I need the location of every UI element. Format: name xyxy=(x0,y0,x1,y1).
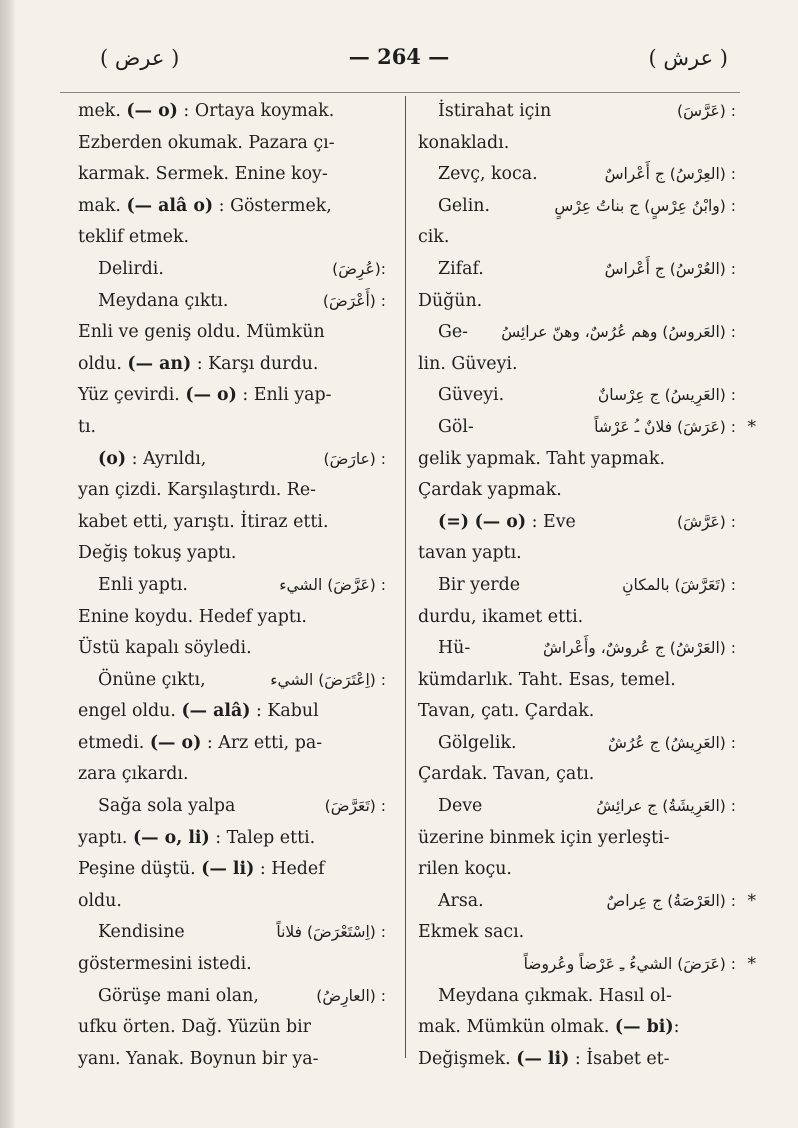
left-column-line xyxy=(78,570,390,602)
entry-text: Enine koydu. Hedef yaptı. xyxy=(78,606,307,627)
running-header xyxy=(0,46,798,86)
entry-text: karmak. Sermek. Enine koy- xyxy=(78,164,328,185)
right-column-line xyxy=(418,981,740,1013)
entry-text: zara çıkardı. xyxy=(78,764,189,785)
header-rule xyxy=(60,92,740,93)
left-column-line xyxy=(78,823,390,855)
header-right-keyword: ( عرش ) xyxy=(648,46,728,70)
entry-text: tavan yaptı. xyxy=(418,543,522,564)
right-column-line xyxy=(418,191,740,223)
right-column-line xyxy=(418,665,740,697)
left-column-line xyxy=(78,96,390,128)
left-column-line xyxy=(78,507,390,539)
arabic-headword: : (العَرِيسُ) ج عِرْسانٌ xyxy=(597,386,736,405)
arabic-headword: : (عارَضَ) xyxy=(323,449,386,468)
right-column-line xyxy=(418,759,740,791)
header-left-keyword: ( عرض ) xyxy=(100,46,180,70)
entry-text: Tavan, çatı. Çardak. xyxy=(418,701,595,722)
entry-text: Kendisine xyxy=(98,922,185,943)
left-column-line xyxy=(78,380,390,412)
entry-text: Düğün. xyxy=(418,290,483,311)
entry-text: İstirahat için xyxy=(438,101,552,121)
entry-text: Peşine düştü. (— li) : Hedef xyxy=(78,859,325,880)
entry-text: Önüne çıktı, xyxy=(98,669,206,690)
arabic-headword: : (العَروسُ) وهم عُرُسٌ، وهنّ عرائِسُ xyxy=(501,323,736,342)
entry-text: üzerine binmek için yerleşti- xyxy=(418,827,670,848)
arabic-headword: : (عَرَّسَ) xyxy=(677,102,736,120)
left-column-line xyxy=(78,538,390,570)
right-column-line xyxy=(418,286,740,318)
entry-text: rilen koçu. xyxy=(418,859,512,880)
right-column-line xyxy=(418,444,740,476)
arabic-headword: : (اِعْتَرَضَ) الشيء xyxy=(270,670,386,689)
entry-text: ufku örten. Dağ. Yüzün bir xyxy=(78,1017,311,1038)
entry-text: Ezberden okumak. Pazara çı- xyxy=(78,132,335,153)
left-column-line xyxy=(78,222,390,254)
right-column-line xyxy=(418,507,740,539)
entry-text: kümdarlık. Taht. Esas, temel. xyxy=(418,669,676,690)
entry-text: Enli ve geniş oldu. Mümkün xyxy=(78,322,325,343)
entry-star-mark: * xyxy=(747,416,756,437)
left-column-line xyxy=(78,665,390,697)
entry-text: Güveyi. xyxy=(438,385,505,406)
entry-text: Göl- xyxy=(438,416,474,437)
left-column-line xyxy=(78,1012,390,1044)
entry-text: Deve xyxy=(438,796,483,817)
entry-text: Yüz çevirdi. (— o) : Enli yap- xyxy=(78,385,332,406)
entry-text: mak. (— alâ o) : Göstermek, xyxy=(78,195,332,216)
left-column xyxy=(78,96,390,1075)
arabic-headword: : (العَرْشُ) ج عُروشٌ، وأَعْراشٌ xyxy=(542,639,736,658)
left-column-line xyxy=(78,633,390,665)
left-column-line xyxy=(78,917,390,949)
right-column-line xyxy=(418,254,740,286)
arabic-headword: : (عَرَّشَ) xyxy=(677,512,736,531)
arabic-headword: : (تَعَرَّشَ) بالمكانِ xyxy=(622,575,736,594)
right-column-line xyxy=(418,1012,740,1044)
arabic-headword: : (عَرَشَ) فلانٌ ـُ عَرْشاً xyxy=(594,417,736,436)
left-column-line xyxy=(78,191,390,223)
right-column-line xyxy=(418,1044,740,1076)
right-column-line xyxy=(418,380,740,412)
right-column-line xyxy=(418,570,740,602)
left-column-line xyxy=(78,759,390,791)
column-divider xyxy=(405,96,406,1058)
right-column-line xyxy=(418,349,740,381)
entry-text: Çardak yapmak. xyxy=(418,480,562,501)
entry-text: teklif etmek. xyxy=(78,227,190,248)
entry-text: (o) : Ayrıldı, xyxy=(98,448,207,469)
entry-star-mark: * xyxy=(747,954,756,975)
left-column-line xyxy=(78,1044,390,1076)
arabic-headword: : (العِرْسُ) ج أَعْراسٌ xyxy=(604,165,736,184)
left-column-line xyxy=(78,444,390,476)
entry-text: yaptı. (— o, li) : Talep etti. xyxy=(78,827,316,848)
entry-text: Meydana çıkmak. Hasıl ol- xyxy=(438,985,672,1006)
entry-text: Enli yaptı. xyxy=(98,574,188,595)
entry-text: oldu. xyxy=(78,890,122,911)
entry-text: Sağa sola yalpa xyxy=(98,796,236,817)
arabic-headword: : (عَرَضَ) الشيءُ ـِ عَرْضاً وعُروضاً xyxy=(523,955,736,974)
right-column-line xyxy=(418,128,740,160)
arabic-headword: : (اِسْتَعْرَضَ) فلاناً xyxy=(276,923,386,942)
arabic-headword: : (العَرِيشُ) ج عُرُشٌ xyxy=(608,733,736,752)
entry-text: Değişmek. (— li) : İsabet et- xyxy=(418,1048,670,1069)
entry-text: yanı. Yanak. Boynun bir ya- xyxy=(78,1048,319,1069)
arabic-headword: : (العارِضُ) xyxy=(316,986,386,1005)
right-column-line xyxy=(418,823,740,855)
entry-text: mak. Mümkün olmak. (— bi): xyxy=(418,1017,680,1038)
entry-star-mark: * xyxy=(747,890,756,911)
right-column-line xyxy=(418,159,740,191)
left-column-line xyxy=(78,286,390,318)
right-column-line xyxy=(418,602,740,634)
right-column-line xyxy=(418,791,740,823)
left-column-line xyxy=(78,886,390,918)
arabic-headword: : (العَرِيشَةُ) ج عرائِشُ xyxy=(596,797,736,816)
entry-text: Zevç, koca. xyxy=(438,164,538,185)
entry-text: engel oldu. (— alâ) : Kabul xyxy=(78,701,319,722)
entry-text: Hü- xyxy=(438,638,471,659)
left-column-line xyxy=(78,317,390,349)
right-column-line xyxy=(418,475,740,507)
entry-text: lin. Güveyi. xyxy=(418,353,518,374)
left-column-line xyxy=(78,981,390,1013)
right-column-line xyxy=(418,412,756,444)
arabic-headword: :(عُرِضَ) xyxy=(332,259,386,278)
page-edge-shadow xyxy=(0,0,16,1128)
right-column-line xyxy=(418,854,740,886)
entry-text: durdu, ikamet etti. xyxy=(418,606,584,627)
entry-text: konakladı. xyxy=(418,132,510,153)
entry-text: Gölgelik. xyxy=(438,732,517,753)
page-number: — 264 — xyxy=(348,44,450,69)
arabic-headword: : (أَعْرَضَ) xyxy=(322,291,386,310)
arabic-headword: : (العَرْصَةُ) ج عِراصٌ xyxy=(606,891,736,910)
left-column-line xyxy=(78,475,390,507)
entry-text: Ekmek sacı. xyxy=(418,922,525,943)
left-column-line xyxy=(78,128,390,160)
right-column-line xyxy=(418,886,756,918)
arabic-headword: : (تَعَرَّضَ) xyxy=(324,797,386,816)
right-column-line xyxy=(418,96,740,128)
left-column-line xyxy=(78,949,390,981)
entry-text: Meydana çıktı. xyxy=(98,290,229,311)
right-column-line xyxy=(418,317,740,349)
right-column-line xyxy=(418,917,740,949)
left-column-line xyxy=(78,254,390,286)
entry-text: (=) (— o) : Eve xyxy=(438,511,576,532)
right-column-line xyxy=(418,696,740,728)
entry-text: Ge- xyxy=(438,322,469,343)
left-column-line xyxy=(78,159,390,191)
entry-text: Bir yerde xyxy=(438,574,521,595)
entry-text: etmedi. (— o) : Arz etti, pa- xyxy=(78,732,323,753)
right-column-line xyxy=(418,633,740,665)
entry-text: kabet etti, yarıştı. İtiraz etti. xyxy=(78,511,329,532)
right-column-line xyxy=(418,222,740,254)
arabic-headword: : (عَرَّضَ) الشيء xyxy=(279,575,386,594)
left-column-line xyxy=(78,349,390,381)
left-column-line xyxy=(78,696,390,728)
entry-text: mek. (— o) : Ortaya koymak. xyxy=(78,101,335,121)
entry-text: cik. xyxy=(418,227,450,248)
entry-text: Delirdi. xyxy=(98,258,164,279)
left-column-line xyxy=(78,728,390,760)
entry-text: gelik yapmak. Taht yapmak. xyxy=(418,448,665,469)
entry-text: yan çizdi. Karşılaştırdı. Re- xyxy=(78,480,317,501)
arabic-headword: : (وابْنُ عِرْسٍ) ج بناتُ عِرْسٍ xyxy=(554,196,736,215)
entry-text: Zifaf. xyxy=(438,258,484,279)
right-column-line xyxy=(418,949,756,981)
right-column-line xyxy=(418,538,740,570)
entry-text: Görüşe mani olan, xyxy=(98,985,259,1006)
arabic-headword: : (العُرْسُ) ج أَعْراسٌ xyxy=(604,259,736,278)
entry-text: Değiş tokuş yaptı. xyxy=(78,543,237,564)
entry-text: tı. xyxy=(78,416,97,437)
right-column xyxy=(418,96,756,1075)
entry-text: Üstü kapalı söyledi. xyxy=(78,638,252,659)
left-column-line xyxy=(78,602,390,634)
left-column-line xyxy=(78,412,390,444)
entry-text: Çardak. Tavan, çatı. xyxy=(418,764,595,785)
left-column-line xyxy=(78,854,390,886)
entry-text: Gelin. xyxy=(438,195,491,216)
entry-text: oldu. (— an) : Karşı durdu. xyxy=(78,353,319,374)
entry-text: göstermesini istedi. xyxy=(78,954,252,975)
right-column-line xyxy=(418,728,740,760)
left-column-line xyxy=(78,791,390,823)
entry-text: Arsa. xyxy=(438,890,484,911)
